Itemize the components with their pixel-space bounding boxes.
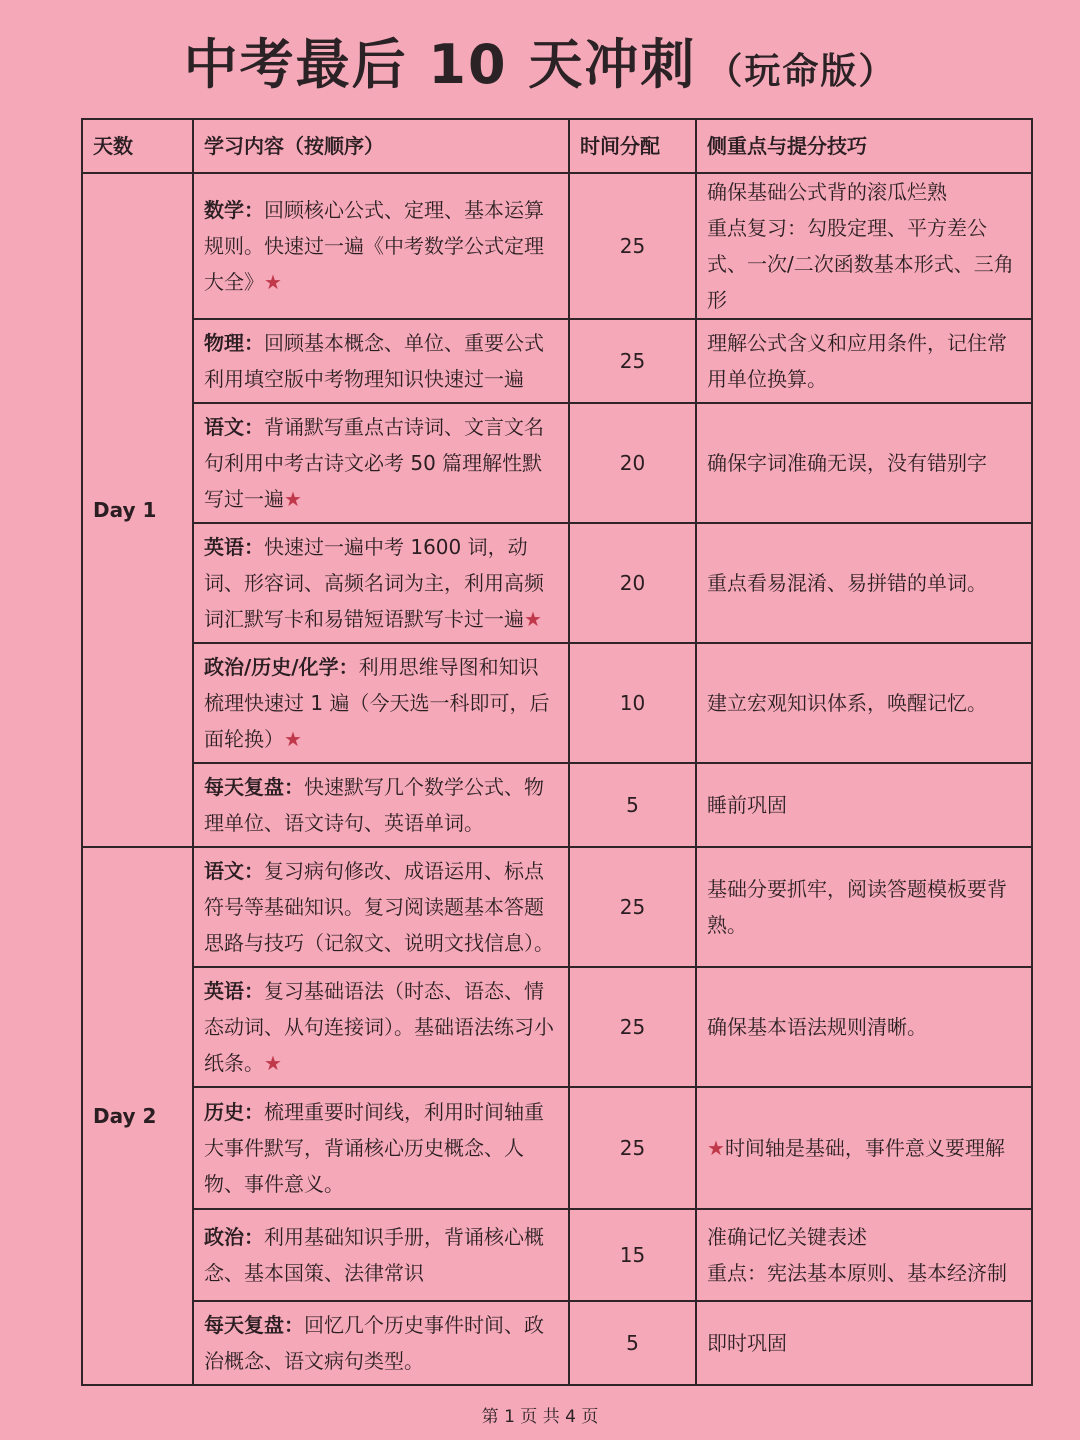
content-cell bbox=[193, 763, 569, 847]
page-footer: 第 1 页 共 4 页 bbox=[481, 1407, 599, 1427]
content-cell bbox=[193, 847, 569, 967]
time-cell: 5 bbox=[569, 763, 696, 847]
table-row bbox=[82, 319, 1032, 403]
header-tips: 侧重点与提分技巧 bbox=[696, 119, 1032, 173]
subject-label: 英语： bbox=[204, 979, 264, 1003]
time-cell: 20 bbox=[569, 403, 696, 523]
table-row bbox=[82, 1087, 1032, 1209]
subject-label: 语文： bbox=[204, 859, 264, 883]
tip-line: 基础分要抓牢，阅读答题模板要背熟。 bbox=[707, 877, 1007, 937]
subject-label: 物理： bbox=[204, 331, 264, 355]
content-text: 快速过一遍中考 1600 词，动词、形容词、高频名词为主，利用高频词汇默写卡和易错短语默写卡过一遍 bbox=[204, 535, 544, 631]
time-cell: 25 bbox=[569, 1087, 696, 1209]
table-row bbox=[82, 403, 1032, 523]
table-row bbox=[82, 967, 1032, 1087]
table-row bbox=[82, 847, 1032, 967]
table-row bbox=[82, 173, 1032, 319]
star-icon: ★ bbox=[264, 1051, 282, 1075]
header-day: 天数 bbox=[82, 119, 193, 173]
tip-line: 确保字词准确无误，没有错别字 bbox=[707, 451, 987, 475]
table-row bbox=[82, 763, 1032, 847]
tips-cell bbox=[696, 403, 1032, 523]
subject-label: 历史： bbox=[204, 1100, 264, 1124]
content-cell bbox=[193, 1087, 569, 1209]
time-cell: 5 bbox=[569, 1301, 696, 1385]
tip-line: 理解公式含义和应用条件，记住常用单位换算。 bbox=[707, 331, 1007, 391]
tip-line: 重点看易混淆、易拼错的单词。 bbox=[707, 571, 987, 595]
tip-line: 重点复习：勾股定理、平方差公式、一次/二次函数基本形式、三角形 bbox=[707, 216, 1014, 312]
content-text: 回顾基本概念、单位、重要公式利用填空版中考物理知识快速过一遍 bbox=[204, 331, 544, 391]
table-header-row bbox=[82, 119, 1032, 173]
table-row bbox=[82, 1209, 1032, 1301]
content-text: 回顾核心公式、定理、基本运算规则。快速过一遍《中考数学公式定理大全》 bbox=[204, 198, 544, 294]
time-cell: 20 bbox=[569, 523, 696, 643]
page-title bbox=[0, 22, 1080, 99]
content-text: 利用基础知识手册，背诵核心概念、基本国策、法律常识 bbox=[204, 1225, 544, 1285]
time-cell: 25 bbox=[569, 173, 696, 319]
content-text: 梳理重要时间线，利用时间轴重大事件默写，背诵核心历史概念、人物、事件意义。 bbox=[204, 1100, 544, 1196]
subject-label: 政治/历史/化学： bbox=[204, 655, 359, 679]
subject-label: 语文： bbox=[204, 415, 264, 439]
content-text: 快速默写几个数学公式、物理单位、语文诗句、英语单词。 bbox=[204, 775, 544, 835]
tips-cell bbox=[696, 1209, 1032, 1301]
star-icon: ★ bbox=[524, 607, 542, 631]
time-cell: 25 bbox=[569, 847, 696, 967]
content-cell bbox=[193, 643, 569, 763]
tips-cell bbox=[696, 1301, 1032, 1385]
content-cell bbox=[193, 1301, 569, 1385]
subject-label: 数学： bbox=[204, 198, 264, 222]
subject-label: 政治： bbox=[204, 1225, 264, 1249]
day-label: Day 2 bbox=[82, 847, 193, 1385]
time-cell: 10 bbox=[569, 643, 696, 763]
table-row bbox=[82, 1301, 1032, 1385]
star-icon: ★ bbox=[264, 270, 282, 294]
tip-line: 准确记忆关键表述 bbox=[707, 1225, 867, 1249]
tips-cell bbox=[696, 319, 1032, 403]
tip-line: 时间轴是基础，事件意义要理解 bbox=[724, 1136, 1005, 1160]
tips-cell bbox=[696, 173, 1032, 319]
table-row bbox=[82, 643, 1032, 763]
tips-cell bbox=[696, 847, 1032, 967]
tip-line: 确保基本语法规则清晰。 bbox=[707, 1015, 927, 1039]
title-sub: （玩命版） bbox=[706, 51, 897, 92]
tip-line: 即时巩固 bbox=[707, 1331, 787, 1355]
subject-label: 每天复盘： bbox=[204, 1313, 304, 1337]
content-cell bbox=[193, 523, 569, 643]
content-cell bbox=[193, 403, 569, 523]
star-icon: ★ bbox=[284, 727, 302, 751]
star-icon: ★ bbox=[707, 1136, 725, 1160]
content-cell bbox=[193, 319, 569, 403]
content-text: 利用思维导图和知识梳理快速过 1 遍（今天选一科即可，后面轮换） bbox=[204, 655, 550, 751]
day-label: Day 1 bbox=[82, 173, 193, 847]
star-icon: ★ bbox=[284, 487, 302, 511]
content-cell bbox=[193, 173, 569, 319]
content-text: 背诵默写重点古诗词、文言文名句利用中考古诗文必考 50 篇理解性默写过一遍 bbox=[204, 415, 544, 511]
subject-label: 每天复盘： bbox=[204, 775, 304, 799]
content-text: 复习基础语法（时态、语态、情态动词、从句连接词）。基础语法练习小纸条。 bbox=[204, 979, 554, 1075]
subject-label: 英语： bbox=[204, 535, 264, 559]
table-row bbox=[82, 523, 1032, 643]
time-cell: 15 bbox=[569, 1209, 696, 1301]
tips-cell bbox=[696, 523, 1032, 643]
tips-cell bbox=[696, 643, 1032, 763]
content-cell bbox=[193, 1209, 569, 1301]
tip-line: 建立宏观知识体系，唤醒记忆。 bbox=[707, 691, 987, 715]
header-content: 学习内容（按顺序） bbox=[193, 119, 569, 173]
header-time: 时间分配 bbox=[569, 119, 696, 173]
tips-cell bbox=[696, 1087, 1032, 1209]
title-main: 中考最后 10 天冲刺 bbox=[183, 33, 697, 96]
tip-line: 重点：宪法基本原则、基本经济制 bbox=[707, 1261, 1007, 1285]
study-plan-table bbox=[81, 118, 1033, 1386]
content-text: 回忆几个历史事件时间、政治概念、语文病句类型。 bbox=[204, 1313, 544, 1373]
time-cell: 25 bbox=[569, 967, 696, 1087]
tips-cell bbox=[696, 967, 1032, 1087]
tip-line: 确保基础公式背的滚瓜烂熟 bbox=[707, 180, 947, 204]
content-cell bbox=[193, 967, 569, 1087]
content-text: 复习病句修改、成语运用、标点符号等基础知识。复习阅读题基本答题思路与技巧（记叙文、说明文找信息）。 bbox=[204, 859, 554, 955]
tip-line: 睡前巩固 bbox=[707, 793, 787, 817]
tips-cell bbox=[696, 763, 1032, 847]
time-cell: 25 bbox=[569, 319, 696, 403]
